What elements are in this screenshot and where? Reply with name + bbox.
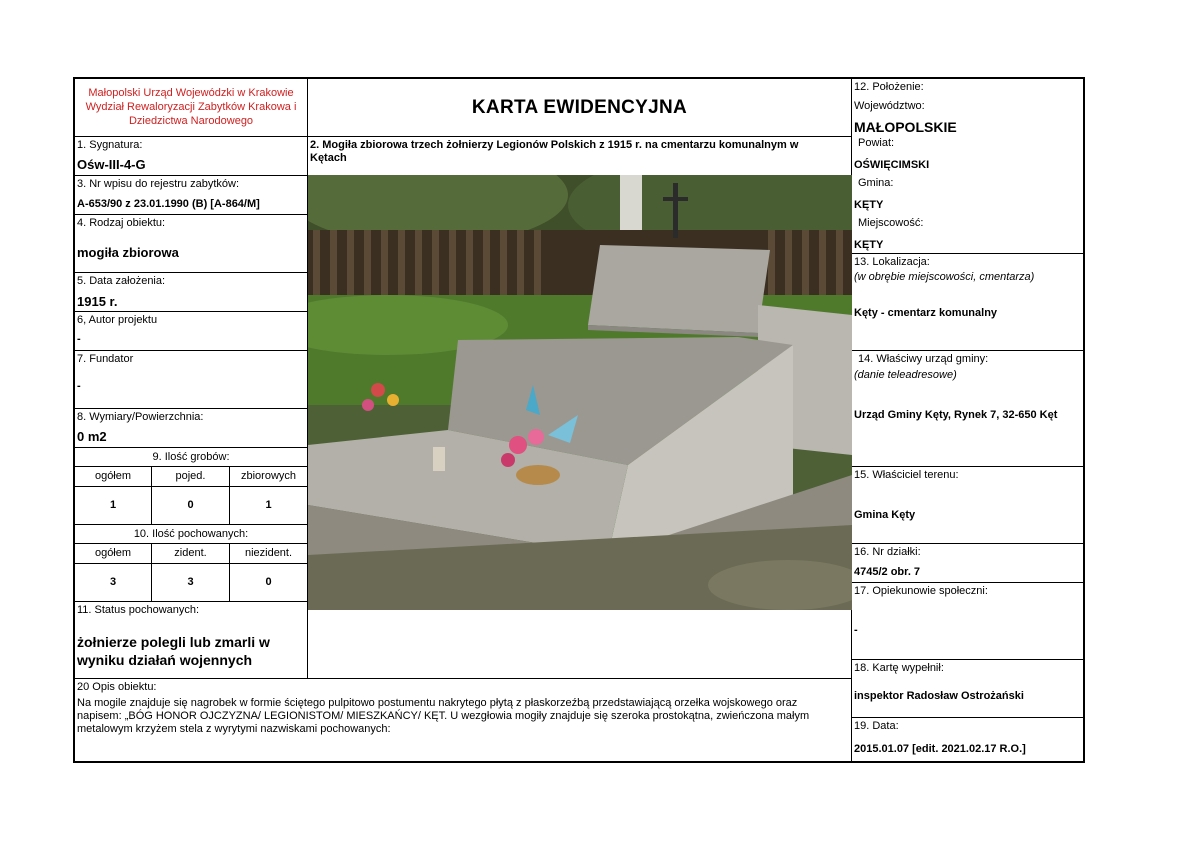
- wojewodztwo-label: Województwo:: [854, 100, 925, 112]
- powiat-label: Powiat:: [858, 137, 895, 149]
- nr-wpisu-cell: [75, 176, 308, 215]
- pochowani-value-zident: 3: [187, 576, 194, 588]
- urzad-label: 14. Właściwy urząd gminy:: [858, 353, 989, 365]
- wymiary-label: 8. Wymiary/Powierzchnia:: [77, 411, 204, 423]
- groby-header-cell: [75, 448, 308, 467]
- miejscowosc-value: KĘTY: [854, 239, 884, 251]
- groby-value-zbiorowych: 1: [265, 499, 272, 511]
- opis-line-3: metalowym krzyżem stela z wyrytymi nazwiskami pochowanych:: [77, 723, 391, 735]
- dzialka-value: 4745/2 obr. 7: [854, 566, 921, 578]
- lokalizacja-cell: [852, 254, 1085, 351]
- groby-col-ogolem: [75, 467, 152, 487]
- office-line-2: Wydział Rewaloryzacji Zabytków Krakowa i: [85, 101, 297, 113]
- dzialka-label: 16. Nr działki:: [854, 546, 921, 558]
- groby-header-zbiorowych: zbiorowych: [240, 470, 297, 482]
- wymiary-cell: [75, 409, 308, 448]
- gmina-label: Gmina:: [858, 177, 894, 189]
- status-value-line-2: wyniku działań wojennych: [77, 652, 253, 668]
- pochowani-header-ogolem: ogółem: [94, 547, 132, 559]
- fundator-value: -: [77, 380, 81, 392]
- card-title-text: KARTA EWIDENCYJNA: [471, 97, 688, 118]
- urzad-value: Urząd Gminy Kęty, Rynek 7, 32-650 Kęt: [854, 409, 1058, 421]
- groby-header-pojed: pojed.: [175, 470, 206, 482]
- groby-header-ogolem: ogółem: [94, 470, 132, 482]
- groby-value-pojed: 0: [187, 499, 194, 511]
- record-card: [73, 77, 1085, 763]
- grave-photo-illustration: [308, 175, 852, 610]
- pochowani-col-niezident: [230, 544, 308, 564]
- dzialka-cell: [852, 544, 1085, 583]
- object-title-line-1: 2. Mogiła zbiorowa trzech żołnierzy Legionów Polskich z 1915 r. na cmentarzu komunalnym w: [310, 139, 799, 151]
- polozenie-label: 12. Położenie:: [854, 81, 924, 93]
- opis-cell: [75, 679, 852, 763]
- autor-cell: [75, 312, 308, 351]
- wymiary-value: 0 m2: [77, 429, 107, 444]
- pochowani-value-niezident: 0: [265, 576, 272, 588]
- wlasciciel-label: 15. Właściciel terenu:: [854, 469, 959, 481]
- status-label: 11. Status pochowanych:: [77, 604, 200, 616]
- rodzaj-value: mogiła zbiorowa: [77, 245, 179, 260]
- wlasciciel-cell: [852, 467, 1085, 544]
- nr-wpisu-value: A-653/90 z 23.01.1990 (B) [A-864/M]: [77, 198, 260, 210]
- lokalizacja-label: 13. Lokalizacja:: [854, 256, 930, 268]
- object-title-line-2: Kętach: [310, 152, 347, 164]
- pochowani-header-zident: zident.: [174, 547, 207, 559]
- fundator-label: 7. Fundator: [77, 353, 134, 365]
- wypelnil-cell: [852, 660, 1085, 718]
- grave-photo: [308, 175, 852, 610]
- sygnatura-cell: [75, 137, 308, 176]
- groby-val-ogolem-cell: [75, 487, 152, 525]
- groby-label: 9. Ilość grobów:: [152, 451, 230, 463]
- nr-wpisu-label: 3. Nr wpisu do rejestru zabytków:: [77, 178, 240, 190]
- gmina-value: KĘTY: [854, 199, 884, 211]
- pochowani-val-ogolem-cell: [75, 564, 152, 602]
- autor-label: 6, Autor projektu: [77, 314, 158, 326]
- wlasciciel-value: Gmina Kęty: [854, 509, 916, 521]
- pochowani-val-niezident-cell: [230, 564, 308, 602]
- polozenie-cell: [852, 79, 1085, 254]
- powiat-value: OŚWIĘCIMSKI: [854, 159, 930, 171]
- wypelnil-label: 18. Kartę wypełnił:: [854, 662, 944, 674]
- lokalizacja-hint: (w obrębie miejscowości, cmentarza): [854, 271, 1035, 283]
- pochowani-val-zident-cell: [152, 564, 230, 602]
- opis-label: 20 Opis obiektu:: [77, 681, 157, 693]
- data-zalozenia-cell: [75, 273, 308, 312]
- data-cell: [852, 718, 1085, 763]
- card-title: [308, 79, 852, 137]
- opiekunowie-label: 17. Opiekunowie społeczni:: [854, 585, 988, 597]
- opis-line-1: Na mogile znajduje się nagrobek w formie ściętego pulpitowo postumentu nakrytego płytą z płaskorzeźbą przedstawiającą orzełka wojskowego oraz: [77, 697, 798, 709]
- sygnatura-label: 1. Sygnatura:: [77, 139, 143, 151]
- office-header: [75, 79, 308, 137]
- opiekunowie-cell: [852, 583, 1085, 660]
- groby-val-zbiorowych-cell: [230, 487, 308, 525]
- office-line-1: Małopolski Urząd Wojewódzki w Krakowie: [88, 87, 294, 99]
- groby-val-pojed-cell: [152, 487, 230, 525]
- data-value: 2015.01.07 [edit. 2021.02.17 R.O.]: [854, 743, 1026, 755]
- center-empty-cell: [308, 610, 852, 679]
- groby-value-ogolem: 1: [109, 499, 117, 511]
- status-value-line-1: żołnierze polegli lub zmarli w: [77, 634, 270, 650]
- object-title-cell: [308, 137, 852, 175]
- opis-line-2: napisem: „BÓG HONOR OJCZYZNA/ LEGIONISTOM/ MIESZKAŃCY/ KĘT. U wezgłowia mogiły znajduje się szeroka prostokątna, zwieńczona małym: [77, 710, 810, 722]
- lokalizacja-value: Kęty - cmentarz komunalny: [854, 307, 998, 319]
- rodzaj-label: 4. Rodzaj obiektu:: [77, 217, 166, 229]
- rodzaj-cell: [75, 215, 308, 273]
- urzad-cell: [852, 351, 1085, 467]
- sygnatura-value: Ośw-III-4-G: [77, 157, 146, 172]
- wypelnil-value: inspektor Radosław Ostrożański: [854, 690, 1024, 702]
- opiekunowie-value: -: [854, 624, 858, 636]
- groby-col-pojed: [152, 467, 230, 487]
- data-zalozenia-value: 1915 r.: [77, 294, 118, 309]
- pochowani-value-ogolem: 3: [109, 576, 117, 588]
- pochowani-label: 10. Ilość pochowanych:: [133, 528, 249, 540]
- autor-value: -: [77, 333, 81, 345]
- pochowani-header-cell: [75, 525, 308, 544]
- status-cell: [75, 602, 308, 679]
- pochowani-col-ogolem: [75, 544, 152, 564]
- wojewodztwo-value: MAŁOPOLSKIE: [854, 119, 957, 135]
- pochowani-col-zident: [152, 544, 230, 564]
- data-label: 19. Data:: [854, 720, 899, 732]
- urzad-hint: (danie teleadresowe): [854, 369, 957, 381]
- office-line-3: Dziedzictwa Narodowego: [128, 115, 254, 127]
- miejscowosc-label: Miejscowość:: [858, 217, 924, 229]
- fundator-cell: [75, 351, 308, 409]
- groby-col-zbiorowych: [230, 467, 308, 487]
- data-zalozenia-label: 5. Data założenia:: [77, 275, 166, 287]
- pochowani-header-niezident: niezident.: [244, 547, 293, 559]
